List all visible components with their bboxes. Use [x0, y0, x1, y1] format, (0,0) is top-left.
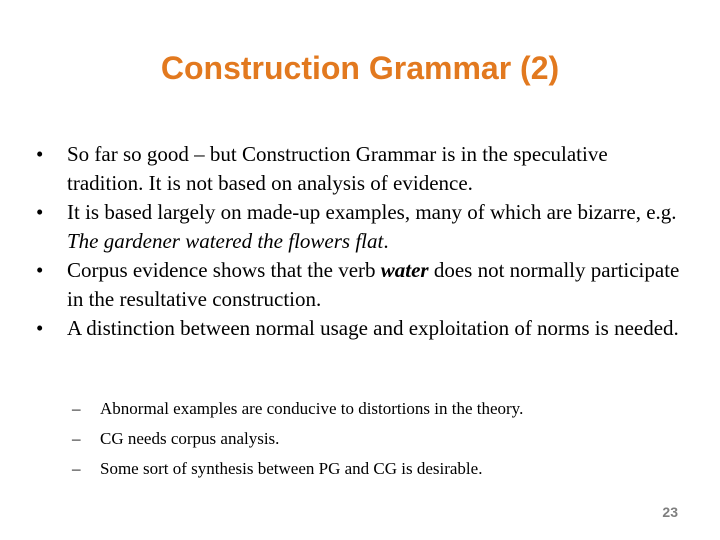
- sub-bullet-text: Some sort of synthesis between PG and CG is desirable.: [100, 459, 483, 478]
- dash-icon: –: [72, 399, 81, 418]
- dash-icon: –: [72, 459, 81, 478]
- bullet-text: So far so good – but Construction Grammar is in the speculative tradition. It is not based on analysis of evidence.: [67, 142, 608, 195]
- example-sentence: The gardener watered the flowers flat: [67, 229, 384, 253]
- bullet-icon: •: [36, 200, 44, 224]
- keyword-water: water: [380, 258, 429, 282]
- page-number: 23: [662, 504, 678, 520]
- bullet-text: It is based largely on made-up examples, many of which are bizarre, e.g.: [67, 200, 677, 224]
- sub-bullet-list: [72, 394, 692, 484]
- bullet-text-end: .: [383, 229, 389, 253]
- sub-bullet-item-1: [72, 394, 692, 424]
- bullet-icon: •: [36, 258, 44, 282]
- sub-bullet-item-2: [72, 424, 692, 454]
- sub-bullet-item-3: [72, 454, 692, 484]
- slide-title: Construction Grammar (2): [160, 50, 560, 86]
- bullet-item-3: [36, 256, 686, 314]
- bullet-icon: •: [36, 316, 44, 340]
- bullet-text: Corpus evidence shows that the verb: [67, 258, 381, 282]
- bullet-text: A distinction between normal usage and exploitation of norms is needed.: [67, 316, 679, 340]
- bullet-item-2: [36, 198, 686, 256]
- sub-bullet-text: Abnormal examples are conducive to distortions in the theory.: [100, 399, 524, 418]
- bullet-item-1: [36, 140, 686, 198]
- sub-bullet-text: CG needs corpus analysis.: [100, 429, 280, 448]
- bullet-list: [36, 140, 686, 343]
- dash-icon: –: [72, 429, 81, 448]
- bullet-icon: •: [36, 142, 44, 166]
- bullet-item-4: [36, 314, 686, 343]
- bullet-text-end: does not normally participate in the resultative construction.: [67, 258, 680, 311]
